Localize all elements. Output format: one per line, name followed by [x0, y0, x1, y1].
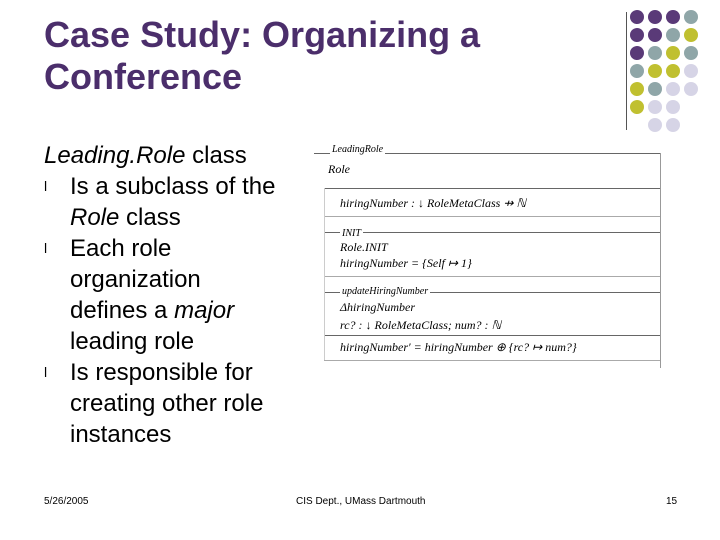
bullet-text — [44, 202, 314, 233]
init-title: INIT — [342, 228, 361, 239]
op-divider — [324, 335, 660, 336]
dot — [630, 64, 644, 78]
dot — [666, 46, 680, 60]
title-line-2: Conference — [44, 56, 243, 97]
dot — [630, 82, 644, 96]
bullet-item — [44, 233, 314, 357]
dot — [648, 100, 662, 114]
op-postcondition: hiringNumber′ = hiringNumber ⊕ {rc? ↦ num?} — [340, 340, 577, 354]
init-line-1: Role.INIT — [340, 240, 388, 254]
bullet-text: organization — [70, 266, 201, 293]
heading-rest: class — [185, 142, 247, 169]
schema-header: LeadingRole — [332, 144, 384, 155]
dot — [648, 10, 662, 24]
op-title: updateHiringNumber — [342, 286, 429, 297]
op-inputs: rc? : ↓ RoleMetaClass; num? : ℕ — [340, 318, 502, 332]
title-line-1: Case Study: Organizing a — [44, 14, 481, 55]
dot — [648, 28, 662, 42]
bullet-text: Is a subclass of the — [70, 173, 276, 200]
dot — [630, 10, 644, 24]
bullet-text: Is responsible for — [70, 359, 253, 386]
class-name: Leading.Role — [44, 142, 186, 169]
z-schema-figure — [314, 144, 660, 368]
bullet-text: creating other role — [70, 390, 264, 417]
dot — [666, 64, 680, 78]
dot — [666, 82, 680, 96]
dot — [630, 28, 644, 42]
slide-title — [44, 14, 584, 98]
schema-parent: Role — [328, 162, 350, 176]
footer-page-number: 15 — [666, 496, 678, 507]
bullet-text: Each role — [70, 235, 172, 262]
major-word: major — [174, 297, 235, 324]
dot — [666, 10, 680, 24]
bullet-marker: l — [44, 364, 48, 380]
bullet-item — [44, 171, 314, 233]
schema-right-rule — [660, 153, 661, 368]
op-bottom-rule — [324, 360, 660, 361]
dot — [666, 100, 680, 114]
bullet-text-pre: defines a — [70, 297, 175, 324]
schema-declaration: hiringNumber : ↓ RoleMetaClass ⇸ ℕ — [340, 196, 526, 210]
bullet-marker: l — [44, 240, 48, 256]
dot — [684, 28, 698, 42]
dot — [684, 82, 698, 96]
op-delta: ΔhiringNumber — [340, 300, 416, 314]
dot — [666, 118, 680, 132]
decl-top-rule — [324, 188, 660, 189]
body-heading — [44, 140, 314, 171]
footer-date: 5/26/2005 — [44, 496, 89, 507]
dot — [684, 64, 698, 78]
bullet-text: leading role — [70, 328, 195, 355]
dot — [630, 46, 644, 60]
decorative-divider — [626, 12, 627, 130]
decl-bottom-rule — [324, 216, 660, 217]
dot — [630, 100, 644, 114]
init-top-rule — [324, 232, 660, 233]
bullet-text-rest: class — [119, 204, 181, 231]
schema-inner-left-rule — [324, 188, 325, 360]
dot — [666, 28, 680, 42]
dot — [684, 46, 698, 60]
bullet-text — [44, 295, 314, 326]
footer-department: CIS Dept., UMass Dartmouth — [296, 496, 426, 507]
dot — [684, 10, 698, 24]
init-line-2: hiringNumber = {Self ↦ 1} — [340, 256, 472, 270]
bullet-item — [44, 357, 314, 450]
dot — [648, 118, 662, 132]
dot — [648, 64, 662, 78]
dot — [648, 82, 662, 96]
slide-body — [44, 140, 314, 450]
role-word: Role — [70, 204, 120, 231]
bullet-text: instances — [70, 421, 172, 448]
bullet-marker: l — [44, 178, 48, 194]
init-bottom-rule — [324, 276, 660, 277]
dot — [648, 46, 662, 60]
